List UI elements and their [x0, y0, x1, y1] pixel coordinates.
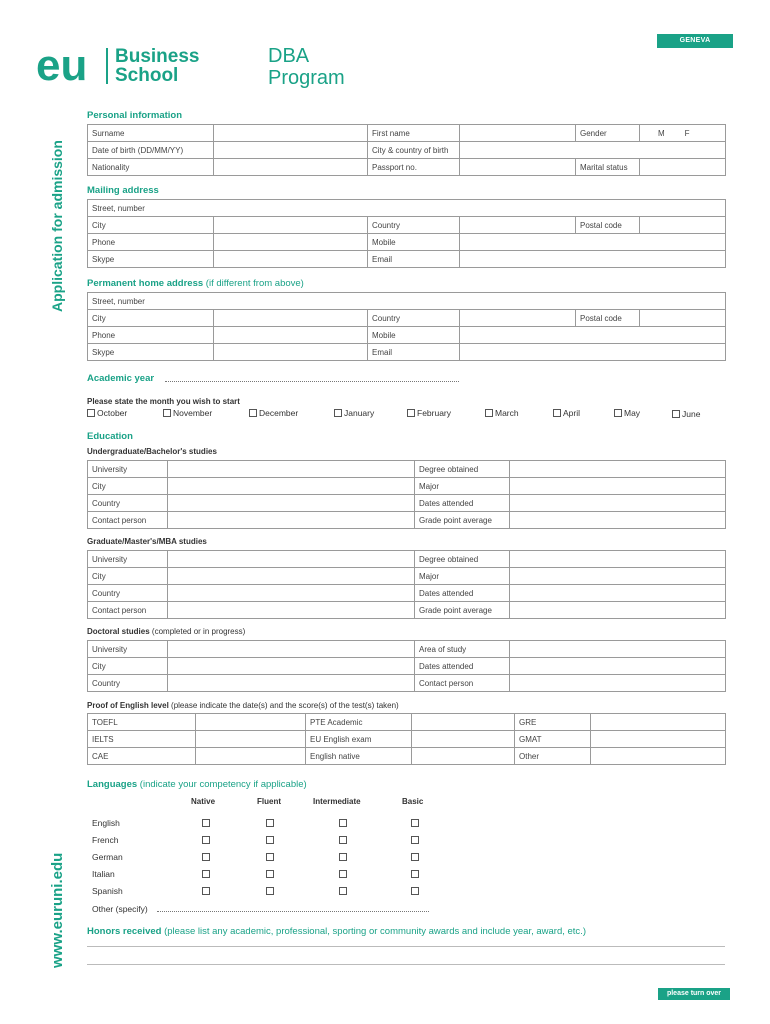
- start-month-options: [87, 408, 725, 420]
- checkbox-icon[interactable]: [485, 409, 493, 417]
- permanent-skype-label: Skype: [88, 344, 214, 361]
- gr-gpa-label: Grade point average: [415, 602, 510, 619]
- fluent-checkbox-icon[interactable]: [266, 853, 274, 861]
- fluent-checkbox-icon[interactable]: [266, 887, 274, 895]
- level-fluent-header: Fluent: [257, 797, 281, 806]
- start-month-label: Please state the month you wish to start: [87, 397, 240, 406]
- permanent-country-label: Country: [368, 310, 460, 327]
- honors-title: Honors received: [87, 926, 162, 937]
- permanent-skype-field[interactable]: [214, 344, 368, 361]
- mailing-table: [87, 199, 726, 268]
- gr-country-field[interactable]: [168, 585, 415, 602]
- gr-country-label: Country: [88, 585, 168, 602]
- ug-country-label: Country: [88, 495, 168, 512]
- grad-table: [87, 550, 726, 619]
- mailing-postal-label: Postal code: [576, 217, 640, 234]
- dr-dates-label: Dates attended: [415, 658, 510, 675]
- permanent-postal-label: Postal code: [576, 310, 640, 327]
- mailing-email-field[interactable]: [460, 251, 726, 268]
- toefl-field[interactable]: [196, 714, 306, 731]
- cae-field[interactable]: [196, 748, 306, 765]
- doctoral-title: Doctoral studies: [87, 627, 150, 636]
- ug-country-field[interactable]: [168, 495, 415, 512]
- native-checkbox-icon[interactable]: [202, 870, 210, 878]
- gmat-label: GMAT: [515, 731, 591, 748]
- first-name-label: First name: [368, 125, 460, 142]
- gender-label: Gender: [576, 125, 640, 142]
- permanent-city-field[interactable]: [214, 310, 368, 327]
- english-native-field[interactable]: [412, 748, 515, 765]
- ug-city-label: City: [88, 478, 168, 495]
- basic-checkbox-icon[interactable]: [411, 819, 419, 827]
- city-birth-field[interactable]: [460, 142, 726, 159]
- pte-label: PTE Academic: [306, 714, 412, 731]
- intermediate-checkbox-icon[interactable]: [339, 853, 347, 861]
- permanent-street-field[interactable]: [88, 293, 726, 310]
- intermediate-checkbox-icon[interactable]: [339, 887, 347, 895]
- month-option-november[interactable]: [163, 408, 212, 418]
- other-test-field[interactable]: [591, 748, 726, 765]
- logo-line-2: School: [115, 65, 179, 86]
- mailing-phone-label: Phone: [88, 234, 214, 251]
- permanent-city-label: City: [88, 310, 214, 327]
- gr-major-field[interactable]: [510, 568, 726, 585]
- english-table: [87, 713, 726, 765]
- toefl-label: TOEFL: [88, 714, 196, 731]
- language-row-spanish: [87, 886, 725, 898]
- native-checkbox-icon[interactable]: [202, 853, 210, 861]
- dr-university-label: University: [88, 641, 168, 658]
- dr-university-field[interactable]: [168, 641, 415, 658]
- mailing-mobile-label: Mobile: [368, 234, 460, 251]
- other-language-label: Other (specify): [92, 904, 148, 914]
- language-name: French: [92, 835, 119, 845]
- mailing-postal-field[interactable]: [640, 217, 726, 234]
- passport-field[interactable]: [460, 159, 576, 176]
- program-line-1: DBA: [268, 45, 310, 67]
- mailing-city-label: City: [88, 217, 214, 234]
- english-native-label: English native: [306, 748, 412, 765]
- languages-note: (indicate your competency if applicable): [139, 779, 307, 790]
- gr-gpa-field[interactable]: [510, 602, 726, 619]
- gmat-field[interactable]: [591, 731, 726, 748]
- ug-degree-field[interactable]: [510, 461, 726, 478]
- permanent-email-label: Email: [368, 344, 460, 361]
- doctoral-heading: [87, 627, 245, 636]
- language-row-italian: [87, 869, 725, 881]
- permanent-title: Permanent home address: [87, 278, 204, 289]
- checkbox-icon[interactable]: [87, 409, 95, 417]
- basic-checkbox-icon[interactable]: [411, 853, 419, 861]
- gender-field[interactable]: [640, 125, 726, 142]
- dr-contact-label: Contact person: [415, 675, 510, 692]
- checkbox-icon[interactable]: [553, 409, 561, 417]
- mailing-country-field[interactable]: [460, 217, 576, 234]
- language-name: Spanish: [92, 886, 123, 896]
- logo-mark-text: eu: [36, 44, 88, 88]
- month-option-march[interactable]: [485, 408, 519, 418]
- personal-info-heading: Personal information: [87, 110, 183, 121]
- gr-dates-field[interactable]: [510, 585, 726, 602]
- mailing-email-label: Email: [368, 251, 460, 268]
- checkbox-icon[interactable]: [249, 409, 257, 417]
- month-label: October: [97, 408, 128, 418]
- please-turn-over-badge: please turn over: [658, 988, 730, 1000]
- ug-university-field[interactable]: [168, 461, 415, 478]
- mailing-phone-field[interactable]: [214, 234, 368, 251]
- dr-area-label: Area of study: [415, 641, 510, 658]
- dr-area-field[interactable]: [510, 641, 726, 658]
- checkbox-icon[interactable]: [672, 410, 680, 418]
- nationality-field[interactable]: [214, 159, 368, 176]
- permanent-phone-field[interactable]: [214, 327, 368, 344]
- ielts-field[interactable]: [196, 731, 306, 748]
- intermediate-checkbox-icon[interactable]: [339, 836, 347, 844]
- ug-gpa-label: Grade point average: [415, 512, 510, 529]
- native-checkbox-icon[interactable]: [202, 887, 210, 895]
- program-title: [268, 45, 345, 89]
- checkbox-icon[interactable]: [334, 409, 342, 417]
- month-label: May: [624, 408, 641, 418]
- side-website: www.euruni.edu: [49, 852, 66, 968]
- month-option-april[interactable]: [553, 408, 580, 418]
- nationality-label: Nationality: [88, 159, 214, 176]
- permanent-email-field[interactable]: [460, 344, 726, 361]
- ug-degree-label: Degree obtained: [415, 461, 510, 478]
- ug-dates-label: Dates attended: [415, 495, 510, 512]
- basic-checkbox-icon[interactable]: [411, 870, 419, 878]
- level-native-header: Native: [191, 797, 216, 806]
- mailing-skype-label: Skype: [88, 251, 214, 268]
- marital-label: Marital status: [576, 159, 640, 176]
- surname-field[interactable]: [214, 125, 368, 142]
- permanent-table: [87, 292, 726, 361]
- academic-year-heading: Academic year: [87, 373, 155, 384]
- honors-heading: [87, 926, 586, 937]
- dob-field[interactable]: [214, 142, 368, 159]
- gre-label: GRE: [515, 714, 591, 731]
- ug-gpa-field[interactable]: [510, 512, 726, 529]
- month-option-october[interactable]: [87, 408, 127, 418]
- gr-dates-label: Dates attended: [415, 585, 510, 602]
- languages-title: Languages: [87, 779, 138, 790]
- gender-m-option[interactable]: M: [658, 128, 665, 138]
- education-heading: Education: [87, 431, 133, 442]
- intermediate-checkbox-icon[interactable]: [339, 819, 347, 827]
- first-name-field[interactable]: [460, 125, 576, 142]
- ug-contact-label: Contact person: [88, 512, 168, 529]
- permanent-postal-field[interactable]: [640, 310, 726, 327]
- mailing-street-label: Street, number: [92, 203, 145, 213]
- month-label: June: [682, 409, 701, 419]
- mailing-skype-field[interactable]: [214, 251, 368, 268]
- cae-label: CAE: [88, 748, 196, 765]
- honors-line-2[interactable]: [87, 964, 725, 965]
- dr-country-field[interactable]: [168, 675, 415, 692]
- side-title-application: Application for admission: [49, 140, 65, 312]
- dob-label: Date of birth (DD/MM/YY): [88, 142, 214, 159]
- eu-logo-mark-icon: [36, 44, 102, 88]
- languages-heading: [87, 779, 307, 790]
- month-option-february[interactable]: [407, 408, 451, 418]
- logo-divider: [106, 48, 108, 84]
- undergrad-heading: Undergraduate/Bachelor's studies: [87, 447, 217, 456]
- ug-university-label: University: [88, 461, 168, 478]
- ug-contact-field[interactable]: [168, 512, 415, 529]
- grad-heading: Graduate/Master's/MBA studies: [87, 537, 207, 546]
- ug-major-label: Major: [415, 478, 510, 495]
- checkbox-icon[interactable]: [163, 409, 171, 417]
- eu-english-field[interactable]: [412, 731, 515, 748]
- language-row-other: [87, 904, 725, 916]
- pte-field[interactable]: [412, 714, 515, 731]
- gr-university-field[interactable]: [168, 551, 415, 568]
- permanent-street-label: Street, number: [92, 296, 145, 306]
- language-row-french: [87, 835, 725, 847]
- other-test-label: Other: [515, 748, 591, 765]
- month-option-june[interactable]: [672, 409, 700, 419]
- month-label: March: [495, 408, 519, 418]
- checkbox-icon[interactable]: [614, 409, 622, 417]
- month-option-may[interactable]: [614, 408, 640, 418]
- mailing-heading: Mailing address: [87, 185, 159, 196]
- basic-checkbox-icon[interactable]: [411, 836, 419, 844]
- basic-checkbox-icon[interactable]: [411, 887, 419, 895]
- native-checkbox-icon[interactable]: [202, 819, 210, 827]
- gr-degree-field[interactable]: [510, 551, 726, 568]
- honors-line-1[interactable]: [87, 946, 725, 947]
- passport-label: Passport no.: [368, 159, 460, 176]
- permanent-phone-label: Phone: [88, 327, 214, 344]
- personal-info-table: [87, 124, 726, 176]
- gr-contact-label: Contact person: [88, 602, 168, 619]
- gr-degree-label: Degree obtained: [415, 551, 510, 568]
- language-row-english: [87, 818, 725, 830]
- other-language-field[interactable]: [157, 911, 429, 912]
- dr-country-label: Country: [88, 675, 168, 692]
- intermediate-checkbox-icon[interactable]: [339, 870, 347, 878]
- doctoral-table: [87, 640, 726, 692]
- city-birth-label: City & country of birth: [368, 142, 460, 159]
- month-option-january[interactable]: [334, 408, 374, 418]
- mailing-city-field[interactable]: [214, 217, 368, 234]
- logo-line-1: Business: [115, 46, 200, 67]
- permanent-country-field[interactable]: [460, 310, 576, 327]
- eu-business-school-logo: [36, 44, 199, 88]
- ug-dates-field[interactable]: [510, 495, 726, 512]
- level-intermediate-header: Intermediate: [313, 797, 361, 806]
- month-label: January: [344, 408, 375, 418]
- english-note: (please indicate the date(s) and the score(s) of the test(s) taken): [171, 701, 399, 710]
- dr-contact-field[interactable]: [510, 675, 726, 692]
- fluent-checkbox-icon[interactable]: [266, 836, 274, 844]
- gre-field[interactable]: [591, 714, 726, 731]
- program-line-2: Program: [268, 67, 345, 89]
- academic-year-field[interactable]: [165, 381, 459, 382]
- language-name: English: [92, 818, 120, 828]
- language-name: Italian: [92, 869, 115, 879]
- dr-city-label: City: [88, 658, 168, 675]
- eu-english-label: EU English exam: [306, 731, 412, 748]
- month-label: December: [259, 408, 299, 418]
- native-checkbox-icon[interactable]: [202, 836, 210, 844]
- language-row-german: [87, 852, 725, 864]
- campus-badge: GENEVA: [657, 34, 733, 48]
- logo-wordmark: [115, 47, 199, 85]
- permanent-note: (if different from above): [205, 278, 304, 289]
- fluent-checkbox-icon[interactable]: [266, 870, 274, 878]
- english-heading: [87, 701, 399, 710]
- dr-city-field[interactable]: [168, 658, 415, 675]
- month-option-december[interactable]: [249, 408, 298, 418]
- checkbox-icon[interactable]: [407, 409, 415, 417]
- undergrad-table: [87, 460, 726, 529]
- ug-major-field[interactable]: [510, 478, 726, 495]
- dr-dates-field[interactable]: [510, 658, 726, 675]
- gr-city-field[interactable]: [168, 568, 415, 585]
- mailing-country-label: Country: [368, 217, 460, 234]
- gr-contact-field[interactable]: [168, 602, 415, 619]
- level-basic-header: Basic: [402, 797, 424, 806]
- month-label: April: [563, 408, 581, 418]
- gr-university-label: University: [88, 551, 168, 568]
- gr-city-label: City: [88, 568, 168, 585]
- ug-city-field[interactable]: [168, 478, 415, 495]
- fluent-checkbox-icon[interactable]: [266, 819, 274, 827]
- mailing-street-field[interactable]: [88, 200, 726, 217]
- surname-label: Surname: [88, 125, 214, 142]
- ielts-label: IELTS: [88, 731, 196, 748]
- gr-major-label: Major: [415, 568, 510, 585]
- permanent-mobile-field[interactable]: [460, 327, 726, 344]
- month-label: February: [417, 408, 452, 418]
- marital-field[interactable]: [640, 159, 726, 176]
- language-name: German: [92, 852, 123, 862]
- permanent-mobile-label: Mobile: [368, 327, 460, 344]
- permanent-heading: [87, 278, 304, 289]
- doctoral-note: (completed or in progress): [151, 627, 246, 636]
- mailing-mobile-field[interactable]: [460, 234, 726, 251]
- gender-f-option[interactable]: F: [684, 128, 690, 138]
- english-title: Proof of English level: [87, 701, 169, 710]
- honors-note: (please list any academic, professional, sporting or community awards and include year, award, etc.): [164, 926, 586, 937]
- month-label: November: [173, 408, 213, 418]
